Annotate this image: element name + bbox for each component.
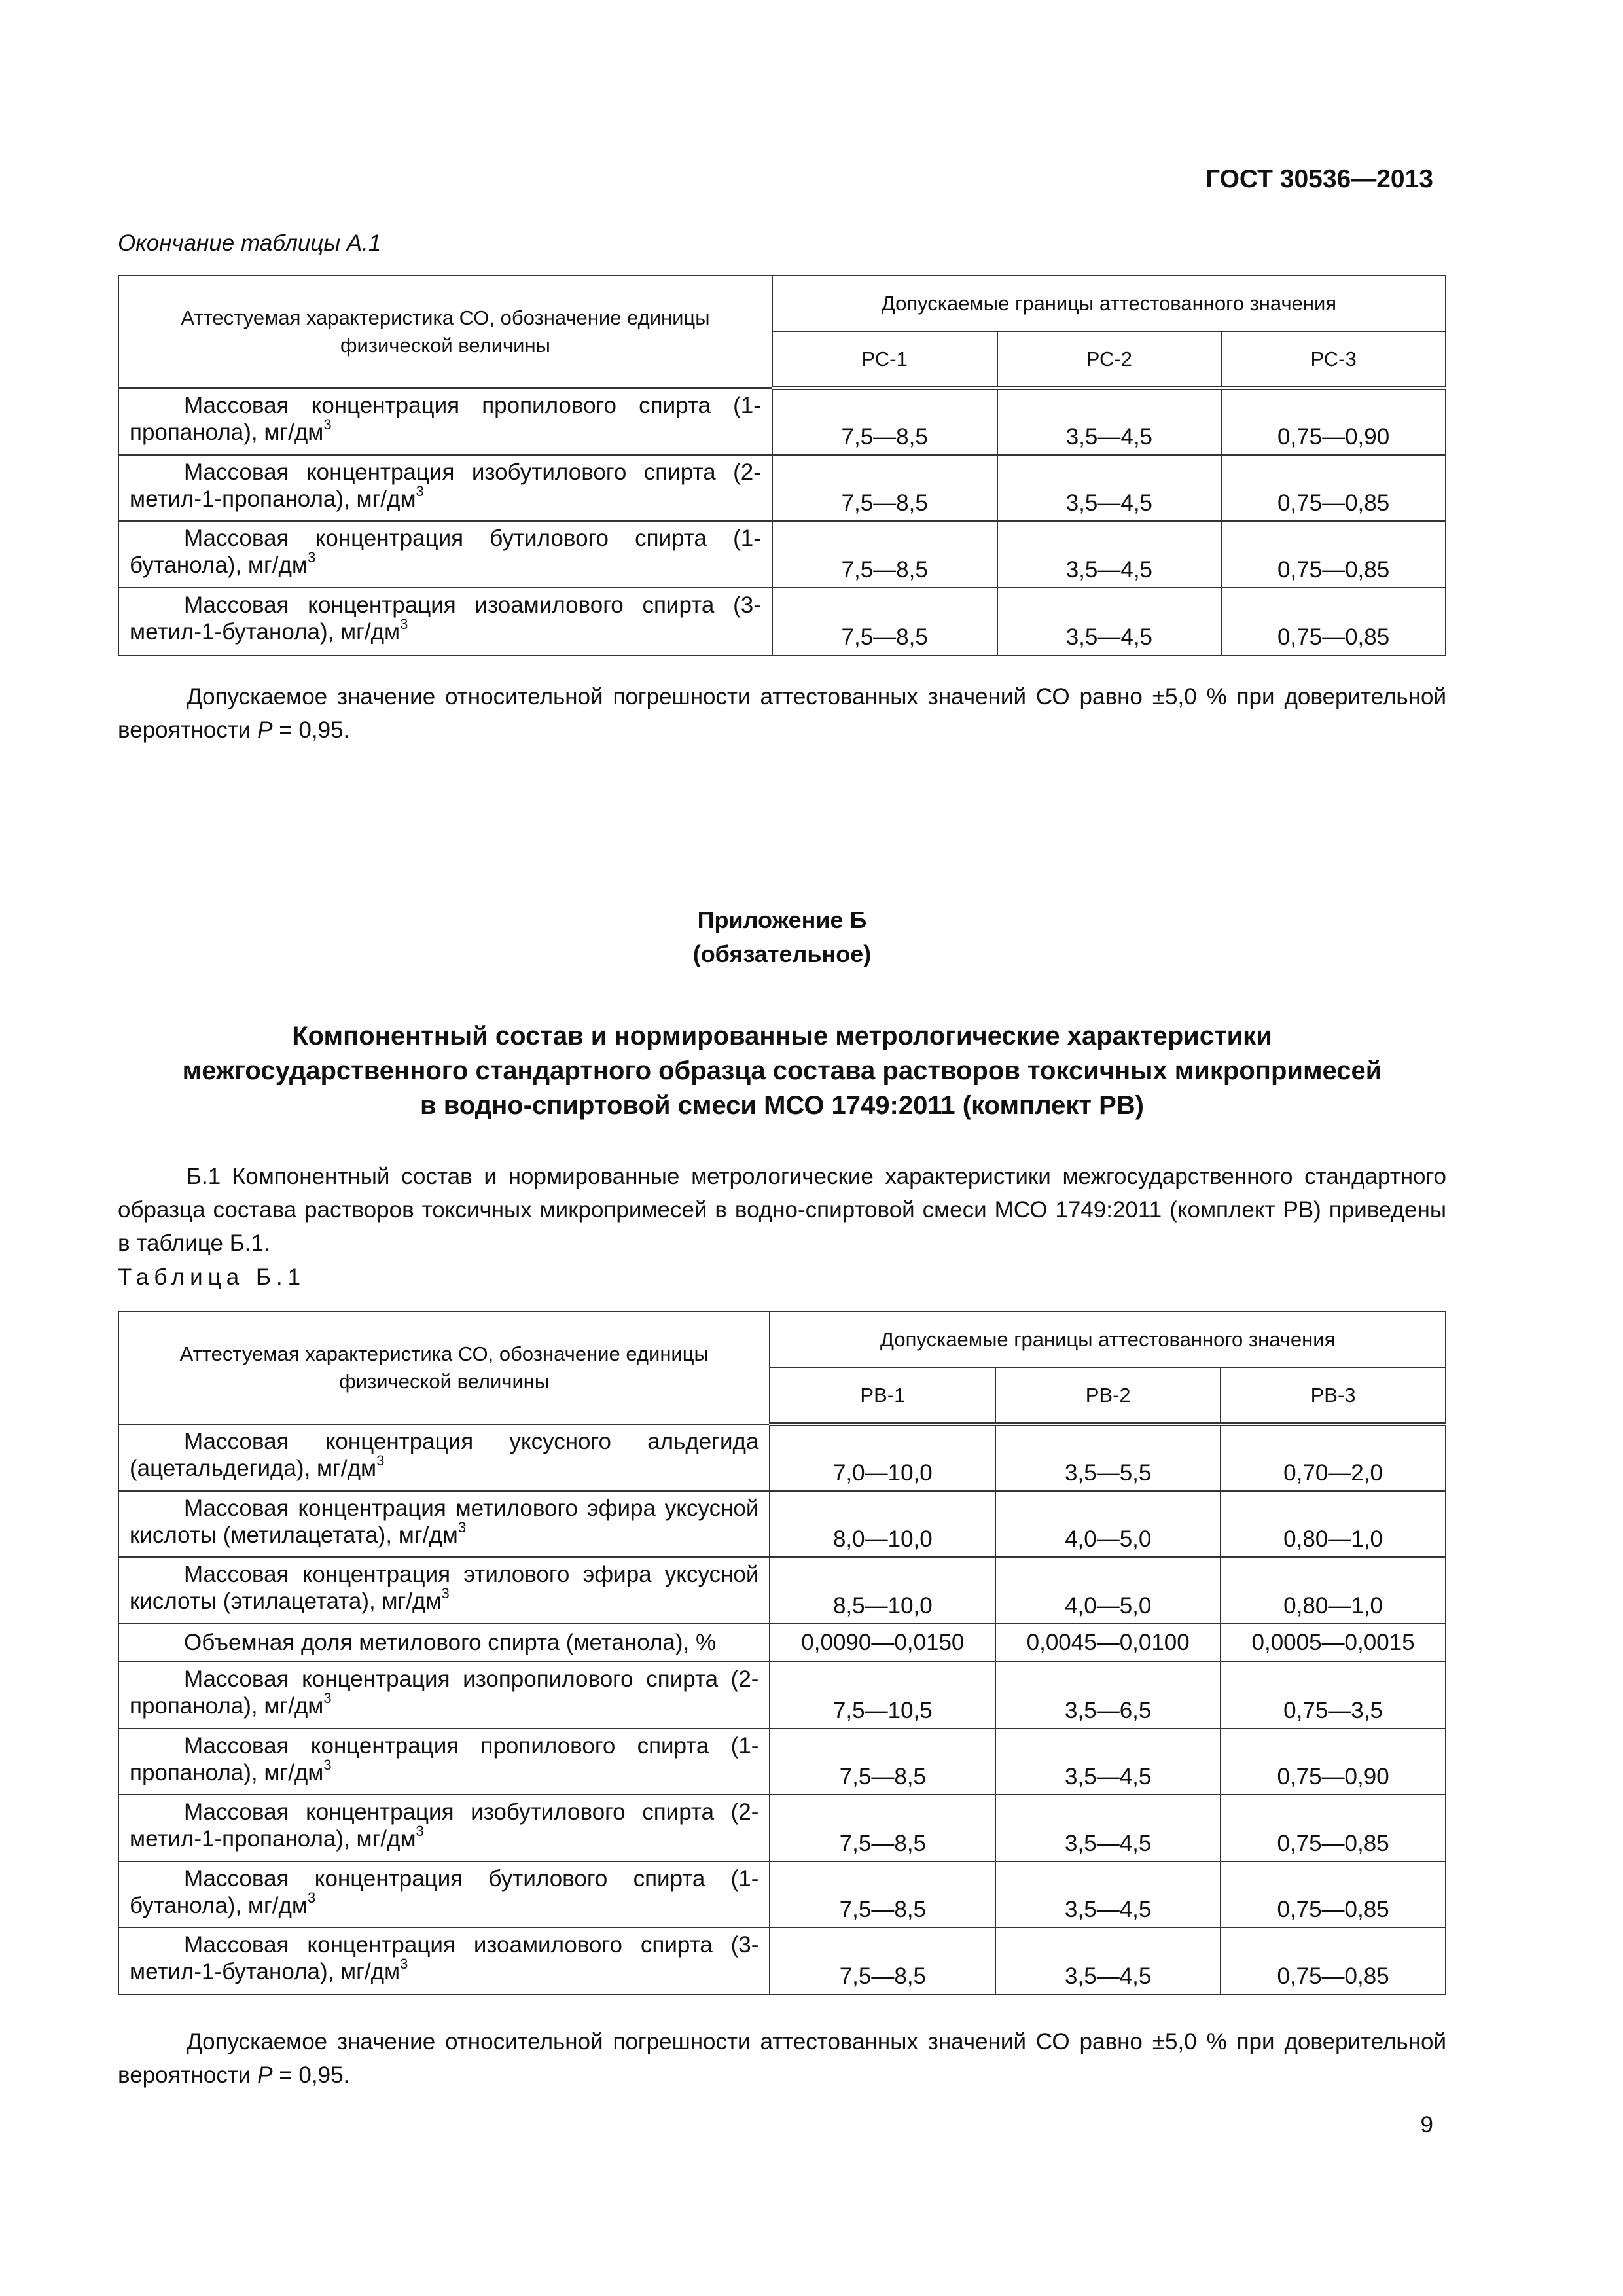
value-cell: 3,5—4,5 (995, 1795, 1221, 1861)
value-cell: 7,5—10,5 (770, 1662, 995, 1729)
characteristic-cell: Массовая концентрация изоамилового спирта (3-метил-1-бутанола), $мг/дм^3$ (118, 1928, 770, 1994)
value-cell: 7,5—8,5 (770, 1928, 995, 1994)
characteristic-cell: Массовая концентрация изоамилового спирта (3-метил-1-бутанола), $мг/дм^3$ (118, 588, 772, 655)
characteristic-cell: Массовая концентрация бутилового спирта (1-бутанола), $мг/дм^3$ (118, 521, 772, 588)
characteristic-cell: Массовая концентрация уксусного альдегида (ацетальдегида), $мг/дм^3$ (118, 1424, 770, 1491)
value-cell: 7,5—8,5 (770, 1795, 995, 1861)
value-cell: 3,5—4,5 (995, 1861, 1221, 1928)
value-cell: 0,0045—0,0100 (995, 1624, 1221, 1662)
value-cell: 8,0—10,0 (770, 1491, 995, 1557)
table-b1-column-header: РВ-1 (770, 1367, 995, 1424)
table-a1-characteristic-header: Аттестуемая характеристика СО, обозначение единицы физической величины (118, 276, 772, 388)
value-cell: 0,75—3,5 (1221, 1662, 1446, 1729)
characteristic-cell: Массовая концентрация изобутилового спирта (2-метил-1-пропанола), $мг/дм^3$ (118, 1795, 770, 1861)
value-cell: 4,0—5,0 (995, 1557, 1221, 1624)
table-b1-characteristic-header: Аттестуемая характеристика СО, обозначение единицы физической величины (118, 1312, 770, 1424)
value-cell: 7,5—8,5 (772, 521, 997, 588)
table-a1-continuation-caption: Окончание таблицы А.1 (118, 230, 382, 256)
table-b1-bounds-header: Допускаемые границы аттестованного значения (770, 1312, 1446, 1367)
table-row (118, 455, 1446, 521)
value-cell: 0,75—0,85 (1221, 1861, 1446, 1928)
table-row (118, 1861, 1446, 1928)
value-cell: 7,5—8,5 (772, 455, 997, 521)
table-a1-bounds-header: Допускаемые границы аттестованного значения (772, 276, 1446, 331)
table-a1 (118, 275, 1446, 656)
table-b1 (118, 1311, 1446, 1995)
value-cell: 7,5—8,5 (770, 1729, 995, 1795)
characteristic-cell: Массовая концентрация бутилового спирта (1-бутанола), $мг/дм^3$ (118, 1861, 770, 1928)
page-number: 9 (1420, 2112, 1433, 2138)
value-cell: 7,5—8,5 (770, 1861, 995, 1928)
value-cell: 0,80—1,0 (1221, 1557, 1446, 1624)
table-row (118, 388, 1446, 455)
table-a1-note: Допускаемое значение относительной погрешности аттестованных значений СО равно ±5,0 % при доверительной вероятности Р = 0,95. (118, 684, 1446, 743)
appendix-heading: Компонентный состав и нормированные метрологические характеристики межгосударственного стандартного образца состава растворов токсичных микропримесей в водно-спиртовой смеси МСО 1749:2011 (комплект РВ) (182, 1022, 1382, 1120)
value-cell: 0,75—0,85 (1221, 588, 1446, 655)
value-cell: 7,5—8,5 (772, 388, 997, 455)
table-row (118, 1795, 1446, 1861)
table-b1-caption: Таблица Б.1 (118, 1265, 306, 1290)
table-row (118, 521, 1446, 588)
table-row (118, 1624, 1446, 1662)
value-cell: 7,5—8,5 (772, 588, 997, 655)
characteristic-cell: Массовая концентрация изопропилового спирта (2-пропанола), $мг/дм^3$ (118, 1662, 770, 1729)
table-a1-column-header: РС-3 (1221, 331, 1446, 388)
appendix-intro: Б.1 Компонентный состав и нормированные метрологические характеристики межгосударственного стандартного образца состава растворов токсичных микропримесей в водно-спиртовой смеси МСО 1749:2011 (комплект РВ) приведены в таблице Б.1. (118, 1164, 1446, 1256)
value-cell: 3,5—6,5 (995, 1662, 1221, 1729)
value-cell: 8,5—10,0 (770, 1557, 995, 1624)
value-cell: 0,75—0,85 (1221, 1928, 1446, 1994)
table-a1-column-header: РС-1 (772, 331, 997, 388)
table-row (118, 1662, 1446, 1729)
value-cell: 7,0—10,0 (770, 1424, 995, 1491)
table-row (118, 1729, 1446, 1795)
value-cell: 3,5—4,5 (995, 1928, 1221, 1994)
value-cell: 3,5—4,5 (997, 588, 1222, 655)
value-cell: 0,75—0,85 (1221, 1795, 1446, 1861)
table-row (118, 588, 1446, 655)
value-cell: 4,0—5,0 (995, 1491, 1221, 1557)
characteristic-cell: Объемная доля метилового спирта (метанола), % (118, 1624, 770, 1662)
value-cell: 0,0005—0,0015 (1221, 1624, 1446, 1662)
characteristic-cell: Массовая концентрация метилового эфира уксусной кислоты (метилацетата), $мг/дм^3$ (118, 1491, 770, 1557)
document-code: ГОСТ 30536—2013 (1205, 165, 1433, 193)
value-cell: 0,75—0,90 (1221, 388, 1446, 455)
characteristic-cell: Массовая концентрация изобутилового спирта (2-метил-1-пропанола), $мг/дм^3$ (118, 455, 772, 521)
value-cell: 0,80—1,0 (1221, 1491, 1446, 1557)
value-cell: 0,70—2,0 (1221, 1424, 1446, 1491)
characteristic-cell: Массовая концентрация пропилового спирта (1-пропанола), $мг/дм^3$ (118, 1729, 770, 1795)
table-row (118, 1424, 1446, 1491)
value-cell: 0,75—0,90 (1221, 1729, 1446, 1795)
table-row (118, 1491, 1446, 1557)
value-cell: 3,5—4,5 (997, 388, 1222, 455)
value-cell: 3,5—4,5 (997, 521, 1222, 588)
value-cell: 0,75—0,85 (1221, 455, 1446, 521)
value-cell: 3,5—4,5 (997, 455, 1222, 521)
value-cell: 3,5—5,5 (995, 1424, 1221, 1491)
table-a1-column-header: РС-2 (997, 331, 1222, 388)
table-row (118, 1557, 1446, 1624)
value-cell: 0,75—0,85 (1221, 521, 1446, 588)
appendix-title: Приложение Б (обязательное) (692, 906, 872, 968)
table-b1-column-header: РВ-3 (1221, 1367, 1446, 1424)
value-cell: 3,5—4,5 (995, 1729, 1221, 1795)
value-cell: 0,0090—0,0150 (770, 1624, 995, 1662)
characteristic-cell: Массовая концентрация этилового эфира уксусной кислоты (этилацетата), $мг/дм^3$ (118, 1557, 770, 1624)
table-row (118, 1928, 1446, 1994)
table-b1-note: Допускаемое значение относительной погрешности аттестованных значений СО равно ±5,0 % при доверительной вероятности Р = 0,95. (118, 2029, 1446, 2088)
characteristic-cell: Массовая концентрация пропилового спирта (1-пропанола), $мг/дм^3$ (118, 388, 772, 455)
table-b1-column-header: РВ-2 (995, 1367, 1221, 1424)
